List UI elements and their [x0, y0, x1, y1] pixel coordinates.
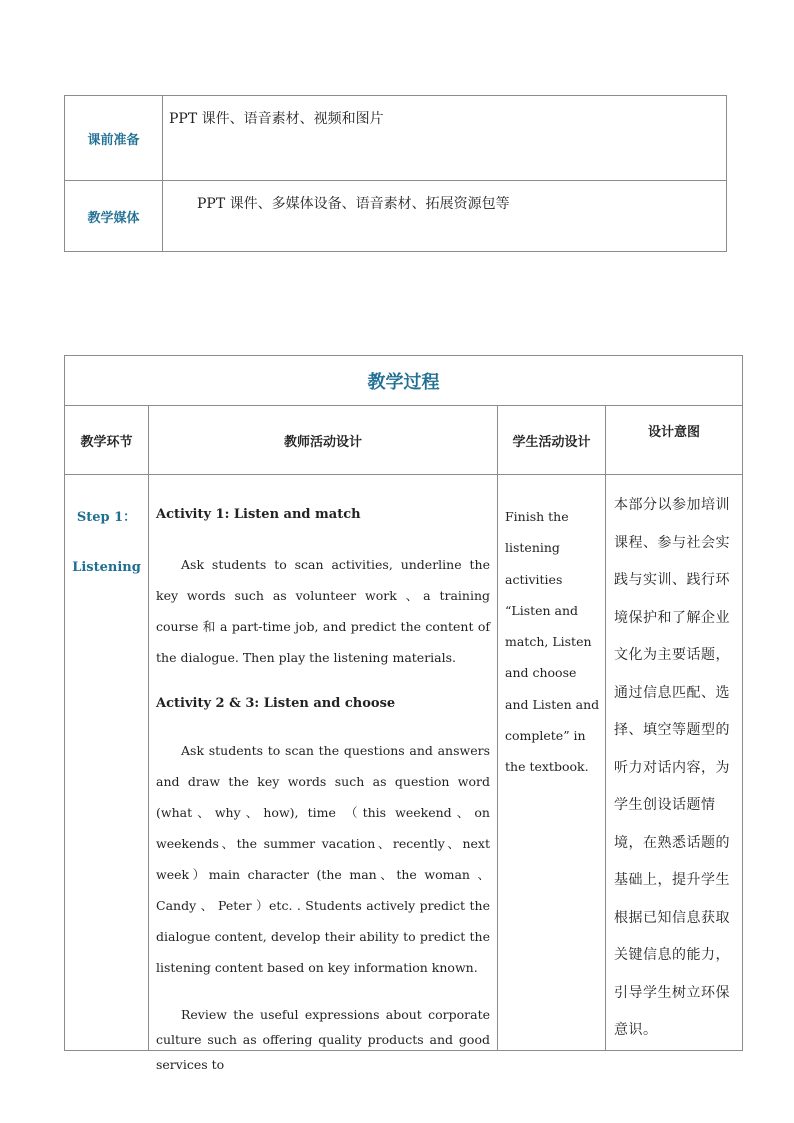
- table-row: [65, 181, 727, 252]
- table-title-row: [65, 356, 743, 406]
- table-row: [65, 475, 743, 1051]
- prep-content-cell: [163, 96, 727, 181]
- teacher-activity-cell: [149, 475, 498, 1072]
- student-activity-text: Finish the listening activities “Listen and match, Listen and choose and Listen and complete” in the textbook.: [505, 509, 600, 775]
- header-student: 学生活动设计: [498, 406, 606, 475]
- step-cell: [65, 475, 149, 1051]
- activity2-title: Activity 2 & 3: Listen and choose: [156, 696, 396, 711]
- media-content: PPT 课件、多媒体设备、语音素材、拓展资源包等: [197, 196, 510, 212]
- student-activity-cell: [498, 475, 606, 1051]
- design-intent-text: 本部分以参加培训课程、参与社会实践与实训、践行环境保护和了解企业文化为主要话题，通过信息匹配、选择、填空等题型的听力对话内容，为学生创设话题情境，在熟悉话题的基础上，提升学生根据已知信息获取关键信息的能力，引导学生树立环保意识。: [614, 497, 730, 1038]
- header-stage: 教学环节: [65, 406, 149, 475]
- step-number: Step 1：: [76, 510, 137, 525]
- teaching-process-table: [64, 355, 743, 1072]
- table-header-row: [65, 406, 743, 475]
- preparation-table: [64, 95, 727, 252]
- media-content-cell: [163, 181, 727, 252]
- activity1-text: Ask students to scan activities, underline the key words such as volunteer work 、a training course 和 a part-time job, and predict the content of the dialogue. Then play the listening materials.: [156, 557, 490, 665]
- design-intent-cell: [606, 475, 743, 1051]
- header-intent: 设计意图: [606, 406, 743, 475]
- media-label: 教学媒体: [65, 181, 163, 252]
- process-title: 教学过程: [65, 356, 743, 406]
- step-name: Listening: [72, 560, 141, 575]
- review-text: Review the useful expressions about corporate culture such as offering quality products and good services to: [156, 1007, 490, 1072]
- activity2-text: Ask students to scan the questions and answers and draw the key words such as question word (what、why、how), time （this weekend、on weekends、the summer vacation、recently、next week）main character (the man、the woman 、 Candy 、 Peter ）etc. . Students actively predict the dialogue content, develop their ability to predict the listening content based on key information known.: [156, 743, 490, 975]
- activity1-title: Activity 1: Listen and match: [156, 507, 361, 522]
- table-row: [65, 96, 727, 181]
- prep-content: PPT 课件、语音素材、视频和图片: [169, 111, 384, 127]
- prep-label: 课前准备: [65, 96, 163, 181]
- header-teacher: 教师活动设计: [149, 406, 498, 475]
